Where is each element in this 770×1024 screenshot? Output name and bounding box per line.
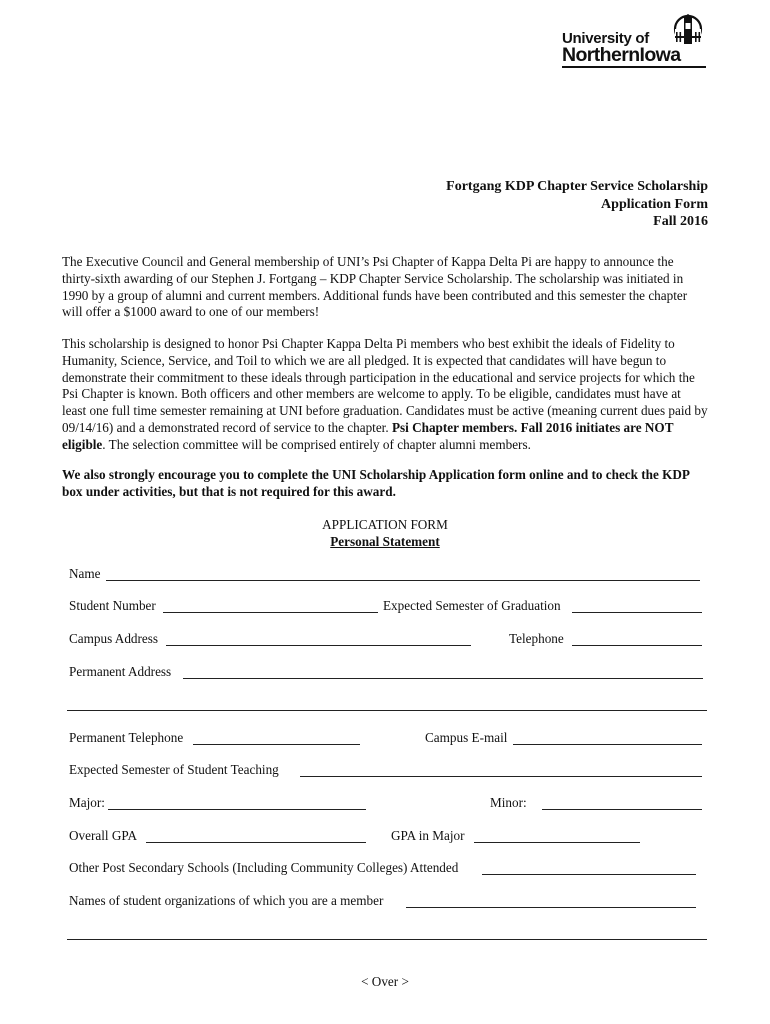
intro-paragraph: The Executive Council and General membership of UNI’s Psi Chapter of Kappa Delta Pi are happy to announce the thirty-sixth awarding of our Stephen J. Fortgang – KDP Chapter Service Scholarship. The scholarship was initiated in 1990 by a group of alumni and current members. Additional funds have been contributed and this semester the chapter will offer a $1000 award to one of our members! [62, 254, 688, 320]
title-block [446, 178, 708, 231]
student-number-label: Student Number [69, 598, 156, 613]
gpa-in-major-label: GPA in Major [391, 828, 465, 843]
over-indicator: < Over > [361, 974, 409, 989]
minor-label: Minor: [490, 795, 527, 810]
personal-statement-heading [0, 533, 770, 550]
eligibility-paragraph [62, 336, 708, 454]
logo-underline [562, 66, 706, 68]
term: Fall 2016 [653, 214, 708, 229]
telephone-field[interactable] [572, 645, 702, 646]
logo-line2: NorthernIowa [562, 44, 681, 66]
student-number-field[interactable] [163, 612, 378, 613]
name-label: Name [69, 566, 101, 581]
eligibility-end: . The selection committee will be comprised entirely of chapter alumni members. [102, 436, 531, 452]
campus-address-label: Campus Address [69, 631, 159, 646]
eligibility-text: This scholarship is designed to honor Psi Chapter Kappa Delta Pi members who best exhibit the ideals of Fidelity to Humanity, Science, Service, and Toil to which we are all pledged. It is expected that candidates will have begun to demonstrate their commitment to these ideals through participation in the educational and service projects for which the Psi Chapter is known. Both officers and other members are welcome to apply. To be eligible, candidates must have at least one full time semester remaining at UNI before graduation. Candidates must be active (meaning current dues paid by 09/14/16) and a demonstrated record of service to the chapter. [62, 336, 708, 435]
logo-line1: University of [562, 30, 649, 47]
permanent-address-field[interactable] [183, 678, 703, 679]
expected-graduation-label: Expected Semester of Graduation [383, 598, 561, 613]
university-logo [562, 12, 708, 70]
major-field[interactable] [108, 809, 366, 810]
organizations-line2[interactable] [67, 939, 707, 940]
overall-gpa-field[interactable] [146, 842, 366, 843]
organizations-field[interactable] [406, 907, 696, 908]
major-label: Major: [69, 795, 105, 810]
campus-email-label: Campus E-mail [425, 730, 508, 745]
other-schools-field[interactable] [482, 874, 696, 875]
gpa-in-major-field[interactable] [474, 842, 640, 843]
expected-graduation-field[interactable] [572, 612, 702, 613]
form-subtitle: Application Form [601, 196, 708, 212]
campus-address-field[interactable] [166, 645, 471, 646]
permanent-address-label: Permanent Address [69, 664, 172, 679]
student-teaching-label: Expected Semester of Student Teaching [69, 762, 279, 777]
organizations-label: Names of student organizations of which you are a member [69, 893, 384, 908]
campanile-seal-icon [672, 14, 704, 48]
scholarship-title: Fortgang KDP Chapter Service Scholarship [446, 179, 708, 194]
campus-email-field[interactable] [513, 744, 702, 745]
permanent-telephone-field[interactable] [193, 744, 360, 745]
minor-field[interactable] [542, 809, 702, 810]
other-schools-label: Other Post Secondary Schools (Including Community Colleges) Attended [69, 860, 459, 875]
overall-gpa-label: Overall GPA [69, 828, 138, 843]
name-field[interactable] [106, 580, 700, 581]
permanent-address-line2[interactable] [67, 710, 707, 711]
application-form-heading: APPLICATION FORM [322, 517, 448, 532]
student-teaching-field[interactable] [300, 776, 702, 777]
personal-statement-label: Personal Statement [330, 534, 440, 549]
eligibility-bold: Psi Chapter members. Fall 2016 initiates are NOT eligible [62, 419, 674, 452]
permanent-telephone-label: Permanent Telephone [69, 730, 184, 745]
encouragement-paragraph: We also strongly encourage you to complete the UNI Scholarship Application form online and to check the KDP box under activities, but that is not required for this award. [62, 467, 690, 499]
telephone-label: Telephone [509, 631, 564, 646]
